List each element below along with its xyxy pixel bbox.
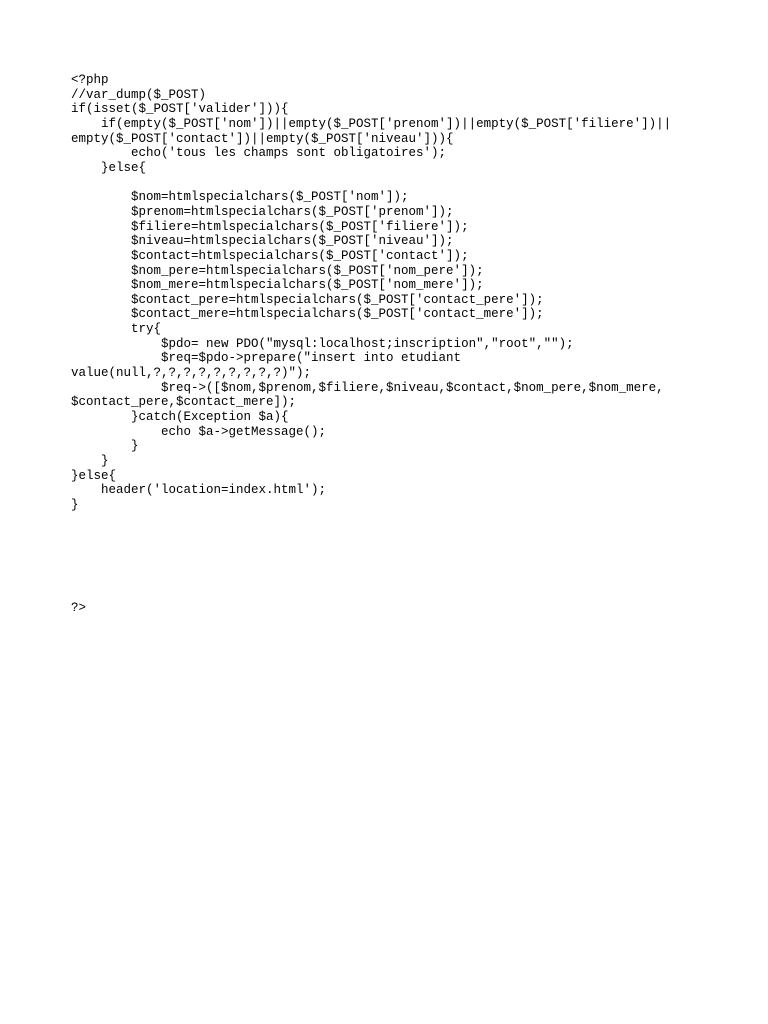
code-line: $contact=htmlspecialchars($_POST['contact']); [71, 248, 469, 263]
code-line: $pdo= new PDO("mysql:localhost;inscription","root",""); [71, 336, 574, 351]
code-line: $prenom=htmlspecialchars($_POST['prenom']); [71, 204, 454, 219]
code-line: header('location=index.html'); [71, 483, 327, 498]
code-line [71, 176, 671, 191]
code-line: }else{ [71, 468, 117, 483]
code-line: $nom=htmlspecialchars($_POST['nom']); [71, 190, 409, 205]
code-line: try{ [71, 322, 162, 337]
code-line: $nom_mere=htmlspecialchars($_POST['nom_mere']); [71, 278, 484, 293]
code-line: echo $a->getMessage(); [71, 424, 327, 439]
code-line: value(null,?,?,?,?,?,?,?,?,?)"); [71, 366, 312, 381]
code-line: empty($_POST['contact'])||empty($_POST['niveau'])){ [71, 131, 454, 146]
php-code-block [71, 73, 671, 615]
code-line: if(empty($_POST['nom'])||empty($_POST['prenom'])||empty($_POST['filiere'])|| [71, 116, 672, 131]
code-line [71, 557, 671, 572]
code-line: //var_dump($_POST) [71, 87, 207, 102]
code-line: echo('tous les champs sont obligatoires'); [71, 146, 447, 161]
code-line [71, 513, 671, 528]
code-line: } [71, 454, 109, 469]
code-line [71, 586, 671, 601]
code-line: ?> [71, 600, 87, 615]
code-line: $nom_pere=htmlspecialchars($_POST['nom_pere']); [71, 263, 484, 278]
code-line [71, 571, 671, 586]
code-line: $contact_pere=htmlspecialchars($_POST['contact_pere']); [71, 292, 544, 307]
code-line: <?php [71, 73, 109, 87]
code-line [71, 542, 671, 557]
code-line [71, 527, 671, 542]
code-line: }else{ [71, 160, 147, 175]
code-line: }catch(Exception $a){ [71, 410, 289, 425]
code-line: $niveau=htmlspecialchars($_POST['niveau']); [71, 234, 454, 249]
code-line: $req->([$nom,$prenom,$filiere,$niveau,$contact,$nom_pere,$nom_mere, [71, 380, 664, 395]
code-line: if(isset($_POST['valider'])){ [71, 102, 289, 117]
code-line: } [71, 498, 79, 513]
code-line: } [71, 439, 139, 454]
code-line: $req=$pdo->prepare("insert into etudiant [71, 351, 462, 366]
code-line: $contact_mere=htmlspecialchars($_POST['contact_mere']); [71, 307, 544, 322]
code-line: $contact_pere,$contact_mere]); [71, 395, 297, 410]
code-line: $filiere=htmlspecialchars($_POST['filiere']); [71, 219, 469, 234]
